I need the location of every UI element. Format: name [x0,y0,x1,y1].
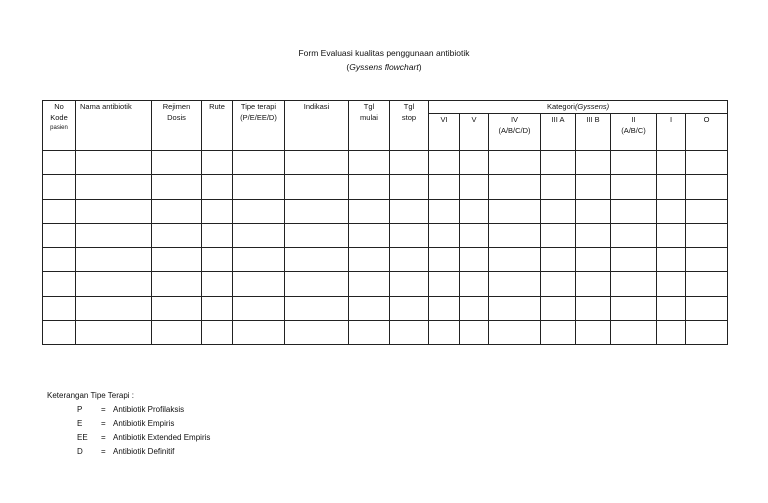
table-cell[interactable] [43,321,76,345]
table-cell[interactable] [390,175,429,199]
table-cell[interactable] [202,199,233,223]
table-cell[interactable] [390,321,429,345]
table-cell[interactable] [233,272,285,296]
table-cell[interactable] [576,151,611,175]
table-cell[interactable] [233,296,285,320]
keterangan-equals: = [101,447,106,456]
keterangan-equals: = [101,433,106,442]
form-title [0,46,768,74]
table-cell[interactable] [285,175,349,199]
table-cell[interactable] [43,296,76,320]
header-kategori-iiia: III A [541,114,576,151]
table-cell[interactable] [686,272,728,296]
table-cell[interactable] [489,321,541,345]
keterangan-equals: = [101,419,106,428]
table-cell[interactable] [576,296,611,320]
table-cell[interactable] [686,248,728,272]
table-cell[interactable] [489,151,541,175]
table-cell[interactable] [233,321,285,345]
header-rejimen-dosis: Rejimen Dosis [152,101,202,151]
table-cell[interactable] [233,248,285,272]
table-cell[interactable] [43,175,76,199]
table-cell[interactable] [611,175,657,199]
table-cell[interactable] [657,296,686,320]
header-kategori-iv: IV (A/B/C/D) [489,114,541,151]
table-cell[interactable] [576,272,611,296]
table-cell[interactable] [76,296,152,320]
table-cell[interactable] [576,248,611,272]
table-cell[interactable] [611,223,657,247]
table-row [43,321,728,345]
table-cell[interactable] [76,248,152,272]
gyssens-flowchart-text: Gyssens flowchart [349,62,419,72]
table-row [43,272,728,296]
table-cell[interactable] [349,151,390,175]
table-cell[interactable] [349,321,390,345]
table-cell[interactable] [202,248,233,272]
table-cell[interactable] [285,296,349,320]
header-no-kode-pasien: No Kode pasien [43,101,76,151]
table-cell[interactable] [76,151,152,175]
table-cell[interactable] [202,296,233,320]
form-subtitle: (Gyssens flowchart) [346,62,422,72]
table-cell[interactable] [390,296,429,320]
keterangan-heading: Keterangan Tipe Terapi : [47,391,135,400]
keterangan-code: E [77,419,83,428]
table-cell[interactable] [489,296,541,320]
table-cell[interactable] [429,248,460,272]
table-cell[interactable] [657,175,686,199]
table-cell[interactable] [43,151,76,175]
table-cell[interactable] [233,151,285,175]
table-cell[interactable] [349,199,390,223]
table-cell[interactable] [541,248,576,272]
keterangan-description: Antibiotik Profilaksis [113,405,185,414]
table-cell[interactable] [541,151,576,175]
table-row [43,199,728,223]
keterangan-description: Antibiotik Empiris [113,419,175,428]
table-cell[interactable] [541,321,576,345]
table-cell[interactable] [429,175,460,199]
table-cell[interactable] [576,321,611,345]
table-cell[interactable] [611,199,657,223]
table-cell[interactable] [152,272,202,296]
table-cell[interactable] [202,223,233,247]
table-cell[interactable] [576,223,611,247]
table-cell[interactable] [541,175,576,199]
table-cell[interactable] [285,272,349,296]
table-cell[interactable] [43,248,76,272]
table-cell[interactable] [686,175,728,199]
table-cell[interactable] [152,321,202,345]
header-kategori-o: O [686,114,728,151]
table-cell[interactable] [657,223,686,247]
table-cell[interactable] [686,321,728,345]
keterangan-code: EE [77,433,88,442]
table-cell[interactable] [43,199,76,223]
table-cell[interactable] [460,248,489,272]
table-cell[interactable] [429,296,460,320]
header-kategori-i: I [657,114,686,151]
table-cell[interactable] [76,321,152,345]
table-cell[interactable] [285,223,349,247]
keterangan-item [47,417,210,431]
table-cell[interactable] [489,199,541,223]
table-cell[interactable] [152,199,202,223]
table-cell[interactable] [429,223,460,247]
table-cell[interactable] [349,223,390,247]
keterangan-section [47,389,210,459]
table-cell[interactable] [285,199,349,223]
table-cell[interactable] [285,151,349,175]
keterangan-item [47,431,210,445]
table-cell[interactable] [76,175,152,199]
table-cell[interactable] [390,151,429,175]
header-tgl-stop: Tgl stop [390,101,429,151]
table-cell[interactable] [152,151,202,175]
table-cell[interactable] [489,272,541,296]
table-cell[interactable] [43,223,76,247]
table-cell[interactable] [349,272,390,296]
evaluation-table [42,100,728,345]
header-rute: Rute [202,101,233,151]
form-title-line1: Form Evaluasi kualitas penggunaan antibiotik [298,48,470,58]
table-cell[interactable] [541,296,576,320]
table-cell[interactable] [576,199,611,223]
table-cell[interactable] [686,199,728,223]
table-cell[interactable] [202,272,233,296]
keterangan-equals: = [101,405,106,414]
header-tgl-mulai: Tgl mulai [349,101,390,151]
table-cell[interactable] [686,223,728,247]
table-cell[interactable] [576,175,611,199]
table-cell[interactable] [349,296,390,320]
header-indikasi: Indikasi [285,101,349,151]
table-cell[interactable] [460,321,489,345]
table-cell[interactable] [233,199,285,223]
table-cell[interactable] [233,175,285,199]
table-cell[interactable] [202,175,233,199]
table-row [43,223,728,247]
table-cell[interactable] [611,151,657,175]
table-cell[interactable] [657,248,686,272]
table-cell[interactable] [76,223,152,247]
table-cell[interactable] [152,223,202,247]
table-cell[interactable] [657,272,686,296]
table-cell[interactable] [460,199,489,223]
table-row [43,151,728,175]
table-cell[interactable] [285,321,349,345]
table-cell[interactable] [611,248,657,272]
table-cell[interactable] [202,151,233,175]
table-row [43,296,728,320]
table-cell[interactable] [460,175,489,199]
table-cell[interactable] [285,248,349,272]
keterangan-item [47,445,210,459]
header-kategori-vi: VI [429,114,460,151]
table-cell[interactable] [611,296,657,320]
table-cell[interactable] [233,223,285,247]
table-cell[interactable] [657,321,686,345]
table-cell[interactable] [460,272,489,296]
table-cell[interactable] [429,321,460,345]
table-cell[interactable] [152,175,202,199]
table-cell[interactable] [460,296,489,320]
table-cell[interactable] [686,151,728,175]
table-cell[interactable] [43,272,76,296]
table-row [43,248,728,272]
keterangan-description: Antibiotik Extended Empiris [113,433,211,442]
keterangan-item [47,403,210,417]
table-cell[interactable] [429,199,460,223]
table-row [43,175,728,199]
header-kategori-gyssens: Kategori(Gyssens) [429,101,728,114]
table-cell[interactable] [76,272,152,296]
table-cell[interactable] [429,272,460,296]
table-cell[interactable] [489,223,541,247]
table-cell[interactable] [390,223,429,247]
table-cell[interactable] [349,175,390,199]
table-cell[interactable] [541,272,576,296]
table-cell[interactable] [390,248,429,272]
table-cell[interactable] [460,151,489,175]
keterangan-code: D [77,447,83,456]
header-kategori-ii: II (A/B/C) [611,114,657,151]
table-cell[interactable] [657,199,686,223]
table-cell[interactable] [349,248,390,272]
table-cell[interactable] [686,296,728,320]
table-cell[interactable] [541,223,576,247]
keterangan-code: P [77,405,83,414]
keterangan-description: Antibiotik Definitif [113,447,175,456]
table-cell[interactable] [76,199,152,223]
table-cell[interactable] [152,296,202,320]
header-tipe-terapi: Tipe terapi (P/E/EE/D) [233,101,285,151]
table-cell[interactable] [541,199,576,223]
table-cell[interactable] [390,199,429,223]
table-cell[interactable] [390,272,429,296]
table-body [43,151,728,345]
table-cell[interactable] [460,223,489,247]
table-cell[interactable] [429,151,460,175]
table-cell[interactable] [611,321,657,345]
header-nama-antibiotik: Nama antibiotik [76,101,152,151]
table-cell[interactable] [489,175,541,199]
table-cell[interactable] [152,248,202,272]
header-kategori-v: V [460,114,489,151]
table-cell[interactable] [657,151,686,175]
header-kategori-iiib: III B [576,114,611,151]
table-cell[interactable] [489,248,541,272]
table-cell[interactable] [611,272,657,296]
table-cell[interactable] [202,321,233,345]
